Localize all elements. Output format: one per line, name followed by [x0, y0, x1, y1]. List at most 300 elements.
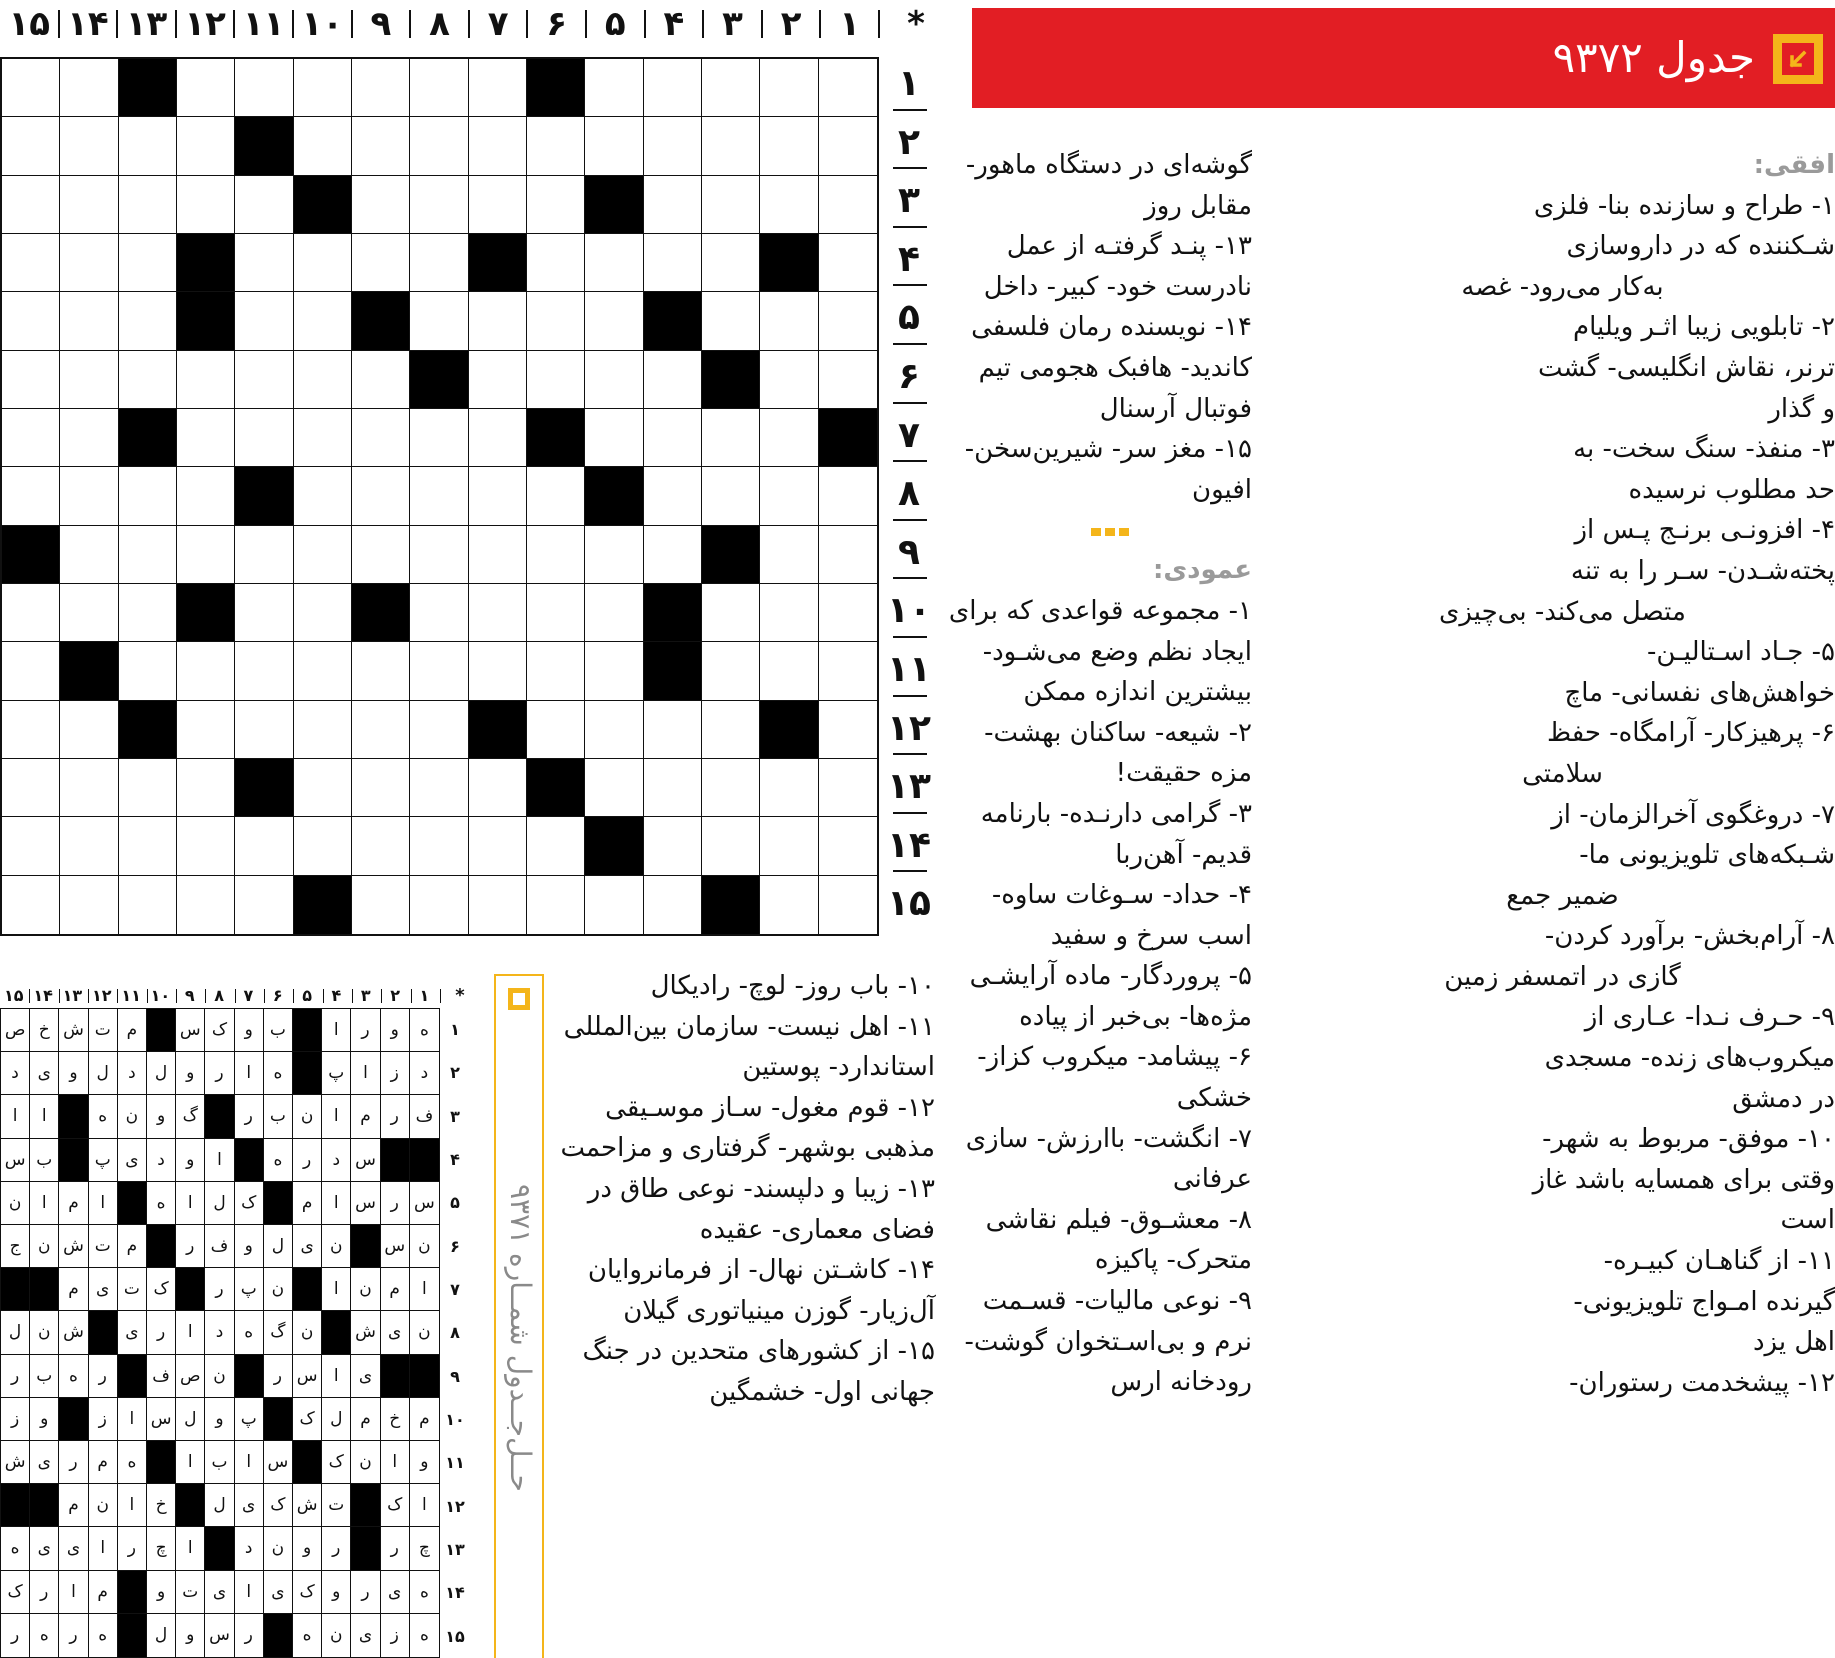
solution-column-number: ۳	[360, 986, 371, 1005]
solution-cell: ی	[89, 1268, 118, 1311]
clue-line: مژه‌ها- بی‌خبر از پیاده	[1019, 1001, 1252, 1032]
crossword-cell[interactable]	[60, 351, 118, 409]
solution-cell: ت	[89, 1009, 118, 1052]
black-cell	[585, 817, 643, 875]
crossword-cell[interactable]	[527, 292, 585, 350]
solution-black-cell	[59, 1139, 88, 1182]
crossword-cell[interactable]	[644, 467, 702, 525]
solution-cell: ف	[147, 1355, 176, 1398]
crossword-cell[interactable]	[119, 176, 177, 234]
solution-cell: ر	[235, 1095, 264, 1138]
clue-line: در دمشق	[1732, 1083, 1835, 1114]
solution-cell: چ	[147, 1527, 176, 1570]
solution-black-cell	[381, 1355, 410, 1398]
crossword-cell[interactable]	[177, 817, 235, 875]
crossword-cell[interactable]	[119, 642, 177, 700]
crossword-cell[interactable]	[410, 759, 468, 817]
solution-cell: و	[147, 1095, 176, 1138]
crossword-cell[interactable]	[585, 409, 643, 467]
crossword-cell[interactable]	[469, 759, 527, 817]
solution-cell: ر	[381, 1182, 410, 1225]
crossword-cell[interactable]	[294, 701, 352, 759]
crossword-cell[interactable]	[585, 234, 643, 292]
solution-cell: ک	[264, 1484, 293, 1527]
crossword-cell[interactable]	[819, 176, 877, 234]
solution-cell: س	[264, 1441, 293, 1484]
crossword-cell[interactable]	[294, 409, 352, 467]
solution-cell: پ	[235, 1398, 264, 1441]
solution-cell: ن	[351, 1441, 380, 1484]
crossword-cell[interactable]	[410, 642, 468, 700]
solution-cell: و	[235, 1225, 264, 1268]
crossword-cell[interactable]	[702, 817, 760, 875]
crossword-column-header	[0, 0, 935, 50]
crossword-cell[interactable]	[644, 759, 702, 817]
solution-cell: ی	[118, 1311, 147, 1354]
solution-cell: ن	[1, 1182, 30, 1225]
crossword-cell[interactable]	[760, 642, 818, 700]
crossword-cell[interactable]	[177, 876, 235, 934]
solution-cell: گ	[176, 1095, 205, 1138]
solution-row-number: ۶	[450, 1236, 460, 1256]
crossword-cell[interactable]	[702, 176, 760, 234]
column-separator	[440, 989, 441, 1003]
crossword-cell[interactable]	[352, 467, 410, 525]
crossword-cell[interactable]	[702, 117, 760, 175]
column-separator	[176, 989, 177, 1003]
crossword-cell[interactable]	[410, 59, 468, 117]
crossword-cell[interactable]	[819, 642, 877, 700]
crossword-cell[interactable]	[819, 759, 877, 817]
solution-cell: و	[205, 1398, 234, 1441]
solution-cell: ش	[59, 1009, 88, 1052]
crossword-cell[interactable]	[352, 409, 410, 467]
crossword-cell[interactable]	[702, 642, 760, 700]
solution-cell: ه	[147, 1182, 176, 1225]
crossword-cell[interactable]	[235, 59, 293, 117]
crossword-cell[interactable]	[177, 467, 235, 525]
crossword-cell[interactable]	[585, 526, 643, 584]
crossword-cell[interactable]	[527, 701, 585, 759]
crossword-cell[interactable]	[469, 467, 527, 525]
crossword-cell[interactable]	[2, 351, 60, 409]
crossword-cell[interactable]	[760, 759, 818, 817]
solution-cell: ب	[30, 1139, 59, 1182]
crossword-cell[interactable]	[819, 351, 877, 409]
crossword-cell[interactable]	[410, 817, 468, 875]
solution-cell: ت	[176, 1571, 205, 1614]
crossword-cell[interactable]	[2, 234, 60, 292]
crossword-cell[interactable]	[760, 292, 818, 350]
crossword-cell[interactable]	[235, 351, 293, 409]
crossword-cell[interactable]	[294, 59, 352, 117]
solution-cell: ک	[147, 1268, 176, 1311]
crossword-cell[interactable]	[527, 584, 585, 642]
crossword-cell[interactable]	[760, 117, 818, 175]
solution-cell: ا	[89, 1527, 118, 1570]
crossword-cell[interactable]	[585, 759, 643, 817]
crossword-cell[interactable]	[235, 876, 293, 934]
crossword-cell[interactable]	[585, 59, 643, 117]
crossword-cell[interactable]	[119, 292, 177, 350]
crossword-cell[interactable]	[819, 817, 877, 875]
crossword-cell[interactable]	[410, 701, 468, 759]
solution-cell: ه	[118, 1441, 147, 1484]
solution-cell: ل	[322, 1398, 351, 1441]
crossword-cell[interactable]	[585, 876, 643, 934]
crossword-cell[interactable]	[527, 817, 585, 875]
clue-line: ۷- دروغگوی آخرالزمان- از	[1551, 799, 1835, 830]
crossword-cell[interactable]	[294, 759, 352, 817]
crossword-cell[interactable]	[2, 584, 60, 642]
crossword-cell[interactable]	[2, 759, 60, 817]
clue-line: ۱- مجموعه قواعدی که برای	[948, 595, 1252, 626]
crossword-cell[interactable]	[235, 584, 293, 642]
crossword-cell[interactable]	[702, 292, 760, 350]
crossword-cell[interactable]	[177, 526, 235, 584]
solution-row-number: ۷	[450, 1280, 460, 1299]
crossword-cell[interactable]	[352, 817, 410, 875]
crossword-cell[interactable]	[177, 759, 235, 817]
crossword-cell[interactable]	[294, 817, 352, 875]
solution-column-number: ۲	[390, 986, 400, 1005]
solution-cell: ن	[264, 1527, 293, 1570]
crossword-cell[interactable]	[177, 117, 235, 175]
crossword-cell[interactable]	[469, 642, 527, 700]
solution-cell: ا	[322, 1355, 351, 1398]
black-cell	[819, 409, 877, 467]
solution-row-number: ۳	[450, 1106, 460, 1126]
crossword-cell[interactable]	[469, 526, 527, 584]
crossword-cell[interactable]	[2, 701, 60, 759]
crossword-cell[interactable]	[644, 117, 702, 175]
crossword-cell[interactable]	[2, 876, 60, 934]
crossword-cell[interactable]	[410, 409, 468, 467]
clue-line: میکروب‌های زنده- مسجدی	[1544, 1043, 1835, 1074]
solution-cell: ر	[176, 1225, 205, 1268]
crossword-cell[interactable]	[819, 584, 877, 642]
crossword-cell[interactable]	[410, 876, 468, 934]
crossword-cell[interactable]	[527, 351, 585, 409]
crossword-cell[interactable]	[2, 817, 60, 875]
crossword-cell[interactable]	[60, 817, 118, 875]
crossword-cell[interactable]	[585, 584, 643, 642]
solution-cell: ا	[410, 1268, 439, 1311]
crossword-cell[interactable]	[760, 817, 818, 875]
clue-line: مزه حقیقت!	[1115, 758, 1252, 789]
row-number: ۳	[898, 180, 920, 222]
crossword-cell[interactable]	[119, 117, 177, 175]
crossword-cell[interactable]	[644, 234, 702, 292]
clue-line: اهل یزد	[1752, 1327, 1835, 1358]
black-cell	[702, 876, 760, 934]
crossword-cell[interactable]	[177, 59, 235, 117]
crossword-cell[interactable]	[235, 176, 293, 234]
black-cell	[294, 876, 352, 934]
solution-cell: م	[293, 1182, 322, 1225]
crossword-cell[interactable]	[469, 409, 527, 467]
black-cell	[2, 526, 60, 584]
crossword-cell[interactable]	[294, 117, 352, 175]
crossword-cell[interactable]	[819, 701, 877, 759]
clue-line: حد مطلوب نرسیده	[1628, 474, 1835, 505]
crossword-cell[interactable]	[2, 409, 60, 467]
solution-column-number: ۱۵	[3, 986, 24, 1005]
row-separator	[893, 519, 927, 521]
solution-black-cell	[176, 1268, 205, 1311]
crossword-cell[interactable]	[644, 409, 702, 467]
crossword-cell[interactable]	[352, 526, 410, 584]
solution-cell: ه	[410, 1571, 439, 1614]
crossword-cell[interactable]	[469, 176, 527, 234]
crossword-cell[interactable]	[702, 584, 760, 642]
crossword-cell[interactable]	[119, 351, 177, 409]
crossword-cell[interactable]	[60, 59, 118, 117]
solution-cell: ز	[381, 1614, 410, 1657]
clue-line: فوتبال آرسنال	[1099, 393, 1252, 424]
crossword-cell[interactable]	[819, 467, 877, 525]
row-number: ۱۱	[887, 649, 931, 690]
crossword-cell[interactable]	[644, 526, 702, 584]
clue-line: گوشه‌ای در دستگاه ماهور-	[965, 150, 1252, 180]
solution-cell: م	[89, 1571, 118, 1614]
crossword-cell[interactable]	[294, 234, 352, 292]
crossword-cell[interactable]	[819, 59, 877, 117]
crossword-cell[interactable]	[527, 467, 585, 525]
solution-black-cell	[118, 1614, 147, 1657]
crossword-cell[interactable]	[410, 292, 468, 350]
crossword-cell[interactable]	[410, 584, 468, 642]
column-number: ۲	[780, 4, 802, 44]
row-separator	[893, 343, 927, 345]
crossword-cell[interactable]	[760, 584, 818, 642]
row-number: ۵	[898, 297, 920, 339]
crossword-cell[interactable]	[527, 234, 585, 292]
crossword-cell[interactable]	[702, 759, 760, 817]
crossword-cell[interactable]	[410, 117, 468, 175]
row-number: ۴	[898, 238, 920, 280]
column-number: ۱۳	[125, 4, 168, 44]
solution-cell: ر	[59, 1441, 88, 1484]
solution-cell: د	[118, 1052, 147, 1095]
crossword-cell[interactable]	[585, 351, 643, 409]
crossword-cell[interactable]	[235, 817, 293, 875]
crossword-cell[interactable]	[177, 409, 235, 467]
title-banner	[972, 8, 1835, 108]
crossword-cell[interactable]	[819, 292, 877, 350]
column-separator	[352, 989, 353, 1003]
crossword-cell[interactable]	[294, 351, 352, 409]
crossword-cell[interactable]	[235, 526, 293, 584]
solution-cell: ن	[293, 1095, 322, 1138]
crossword-cell[interactable]	[60, 467, 118, 525]
crossword-cell[interactable]	[410, 176, 468, 234]
crossword-cell[interactable]	[527, 117, 585, 175]
crossword-cell[interactable]	[352, 351, 410, 409]
crossword-cell[interactable]	[60, 292, 118, 350]
black-cell	[235, 117, 293, 175]
solution-black-cell	[118, 1571, 147, 1614]
clue-line: رودخانه ارس	[1110, 1367, 1252, 1398]
crossword-cell[interactable]	[235, 234, 293, 292]
crossword-cell[interactable]	[60, 117, 118, 175]
crossword-cell[interactable]	[585, 701, 643, 759]
solution-cell: ا	[59, 1571, 88, 1614]
clue-line: ۱۰- باب روز- لوچ- رادیکال	[650, 971, 935, 1001]
crossword-cell[interactable]	[527, 876, 585, 934]
crossword-cell[interactable]	[352, 234, 410, 292]
crossword-cell[interactable]	[469, 817, 527, 875]
solution-cell: ی	[351, 1614, 380, 1657]
crossword-cell[interactable]	[60, 876, 118, 934]
crossword-cell[interactable]	[469, 584, 527, 642]
crossword-cell[interactable]	[352, 642, 410, 700]
crossword-cell[interactable]	[119, 584, 177, 642]
solution-cell: ه	[419, 1624, 429, 1645]
crossword-cell[interactable]	[60, 759, 118, 817]
crossword-cell[interactable]	[2, 642, 60, 700]
crossword-cell[interactable]	[2, 117, 60, 175]
crossword-cell[interactable]	[760, 59, 818, 117]
crossword-cell[interactable]	[469, 59, 527, 117]
page-title: جدول ۹۳۷۲	[1552, 33, 1755, 82]
crossword-cell[interactable]	[702, 409, 760, 467]
solution-grid	[0, 1008, 440, 1658]
crossword-cell[interactable]	[235, 292, 293, 350]
solution-black-cell	[264, 1182, 293, 1225]
crossword-cell[interactable]	[294, 584, 352, 642]
crossword-cell[interactable]	[60, 701, 118, 759]
crossword-cell[interactable]	[119, 876, 177, 934]
solution-cell: ر	[351, 1009, 380, 1052]
crossword-cell[interactable]	[644, 351, 702, 409]
crossword-cell[interactable]	[760, 409, 818, 467]
solution-cell: ب	[205, 1441, 234, 1484]
crossword-cell[interactable]	[352, 701, 410, 759]
crossword-cell[interactable]	[119, 467, 177, 525]
solution-cell: ی	[264, 1571, 293, 1614]
crossword-cell[interactable]	[760, 351, 818, 409]
crossword-cell[interactable]	[60, 176, 118, 234]
crossword-cell[interactable]	[585, 642, 643, 700]
crossword-cell[interactable]	[294, 467, 352, 525]
crossword-cell[interactable]	[644, 701, 702, 759]
crossword-cell[interactable]	[352, 117, 410, 175]
solution-cell: ن	[118, 1095, 147, 1138]
crossword-cell[interactable]	[410, 526, 468, 584]
solution-row-number: ۱	[450, 1020, 460, 1039]
crossword-cell[interactable]	[527, 642, 585, 700]
crossword-cell[interactable]	[702, 234, 760, 292]
crossword-cell[interactable]	[819, 234, 877, 292]
crossword-cell[interactable]	[702, 59, 760, 117]
crossword-cell[interactable]	[469, 351, 527, 409]
crossword-cell[interactable]	[819, 876, 877, 934]
crossword-cell[interactable]	[2, 59, 60, 117]
crossword-cell[interactable]	[585, 292, 643, 350]
clue-line: و گذار	[1768, 393, 1835, 424]
column-separator	[878, 10, 880, 38]
solution-black-cell	[293, 1268, 322, 1311]
crossword-cell[interactable]	[352, 759, 410, 817]
solution-title-box	[494, 974, 544, 1658]
solution-cell: ر	[1, 1355, 30, 1398]
crossword-cell[interactable]	[235, 701, 293, 759]
crossword-cell[interactable]	[819, 117, 877, 175]
crossword-cell[interactable]	[2, 467, 60, 525]
solution-cell: ر	[59, 1614, 88, 1657]
crossword-cell[interactable]	[60, 526, 118, 584]
crossword-cell[interactable]	[702, 467, 760, 525]
crossword-cell[interactable]	[294, 526, 352, 584]
crossword-cell[interactable]	[760, 176, 818, 234]
solution-cell: ا	[30, 1182, 59, 1225]
solution-cell: ا	[30, 1095, 59, 1138]
solution-cell: ک	[293, 1571, 322, 1614]
crossword-cell[interactable]	[469, 292, 527, 350]
crossword-cell[interactable]	[352, 59, 410, 117]
crossword-cell[interactable]	[2, 176, 60, 234]
crossword-cell[interactable]	[2, 292, 60, 350]
crossword-cell[interactable]	[644, 876, 702, 934]
crossword-cell[interactable]	[177, 176, 235, 234]
crossword-cell[interactable]	[119, 759, 177, 817]
crossword-cell[interactable]	[702, 701, 760, 759]
crossword-cell[interactable]	[469, 117, 527, 175]
crossword-cell[interactable]	[760, 467, 818, 525]
solution-cell: ا	[322, 1095, 351, 1138]
crossword-cell[interactable]	[352, 176, 410, 234]
crossword-cell[interactable]	[760, 876, 818, 934]
crossword-cell[interactable]	[352, 876, 410, 934]
crossword-cell[interactable]	[177, 351, 235, 409]
crossword-cell[interactable]	[60, 409, 118, 467]
black-cell	[527, 409, 585, 467]
solution-cell: س	[351, 1182, 380, 1225]
crossword-cell[interactable]	[527, 526, 585, 584]
crossword-cell[interactable]	[177, 701, 235, 759]
solution-cell: ی	[381, 1571, 410, 1614]
crossword-cell[interactable]	[177, 642, 235, 700]
crossword-cell[interactable]	[235, 409, 293, 467]
crossword-cell[interactable]	[644, 176, 702, 234]
crossword-cell[interactable]	[60, 234, 118, 292]
crossword-cell[interactable]	[760, 526, 818, 584]
crossword-cell[interactable]	[60, 584, 118, 642]
crossword-cell[interactable]	[119, 234, 177, 292]
solution-cell: و	[147, 1571, 176, 1614]
crossword-cell[interactable]	[410, 467, 468, 525]
crossword-cell[interactable]	[410, 234, 468, 292]
solution-black-cell	[1, 1484, 30, 1527]
crossword-cell[interactable]	[235, 642, 293, 700]
crossword-cell[interactable]	[294, 292, 352, 350]
crossword-cell[interactable]	[294, 642, 352, 700]
solution-cell: ی	[381, 1311, 410, 1354]
crossword-cell[interactable]	[644, 817, 702, 875]
solution-black-cell	[351, 1484, 380, 1527]
crossword-cell[interactable]	[644, 59, 702, 117]
crossword-cell[interactable]	[119, 526, 177, 584]
crossword-cell[interactable]	[819, 526, 877, 584]
solution-black-cell	[118, 1182, 147, 1225]
crossword-cell[interactable]	[469, 876, 527, 934]
crossword-cell[interactable]	[119, 817, 177, 875]
logo-icon	[508, 988, 530, 1010]
clue-line: نرم و بی‌اسـتخوان گوشت-	[964, 1326, 1252, 1357]
crossword-cell[interactable]	[585, 117, 643, 175]
crossword-cell[interactable]	[527, 176, 585, 234]
